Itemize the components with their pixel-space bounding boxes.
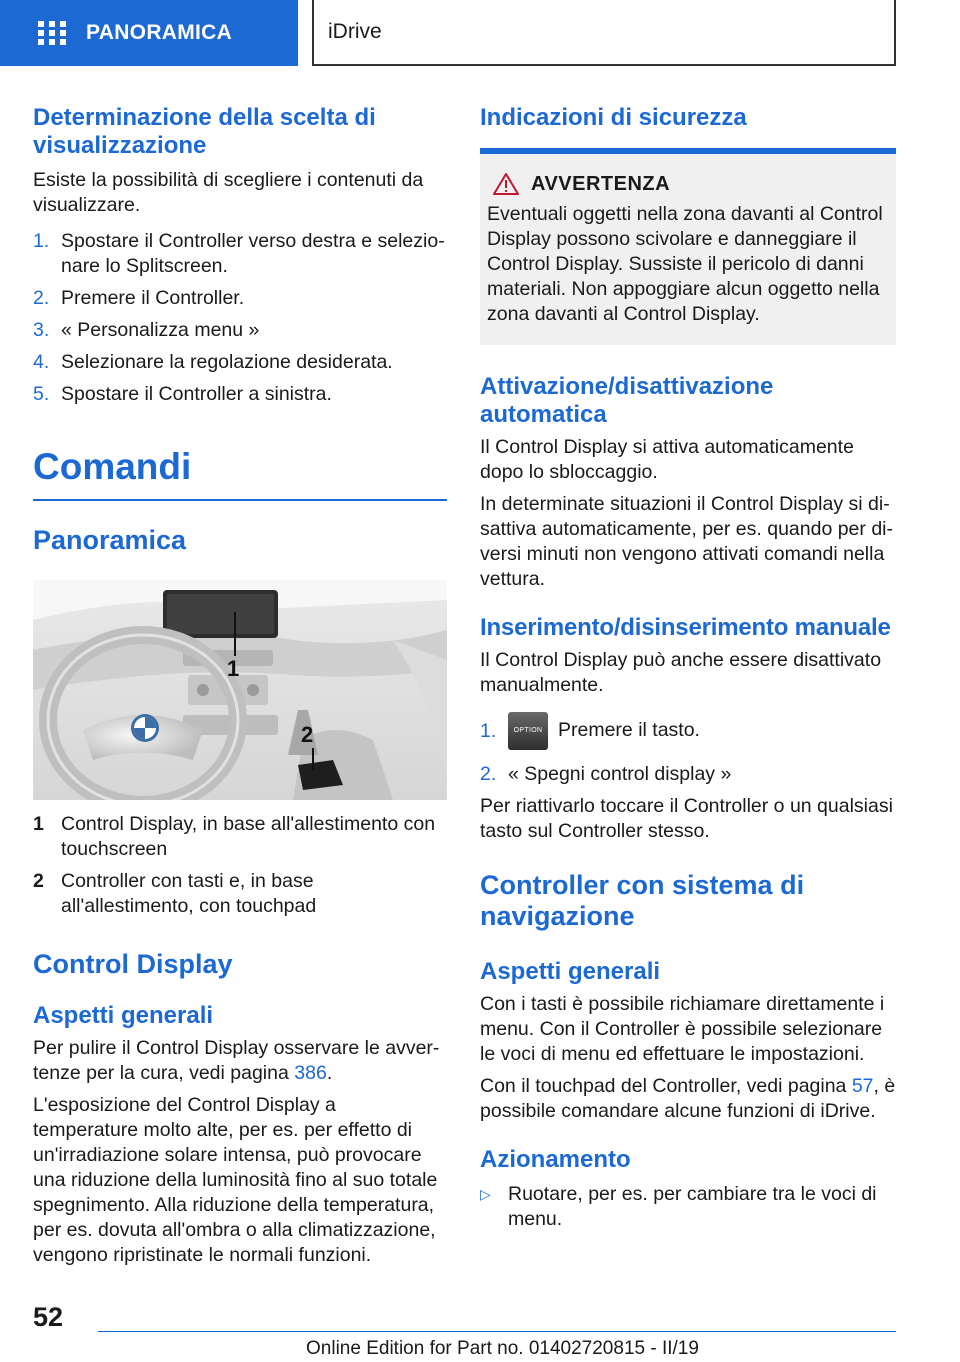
legend-item: 2 Controller con tasti e, in base all'allestimento, con touchpad bbox=[33, 870, 317, 917]
list-item: 1. OPTION Premere il tasto. bbox=[480, 712, 896, 750]
panoramica-title: Panoramica bbox=[33, 525, 187, 555]
azionamento-title: Azionamento bbox=[480, 1146, 631, 1173]
chapter-title: Comandi bbox=[33, 446, 192, 487]
control-display-title: Control Display bbox=[33, 949, 233, 979]
cleaning-paragraph: Per pulire il Control Display osservare le avvertenze per la cura, vedi pagina 386. bbox=[33, 1037, 440, 1084]
dashboard-figure bbox=[33, 580, 447, 800]
page-link-57[interactable]: 57 bbox=[851, 1075, 874, 1097]
legend-item: 1 Control Display, in base all'allestimento con touchscreen bbox=[33, 813, 436, 860]
warning-triangle-icon bbox=[493, 172, 519, 196]
manual-title: Inserimento/disinserimento manuale bbox=[480, 614, 891, 641]
left-column bbox=[33, 98, 447, 1268]
callout-2: 2 bbox=[301, 722, 314, 747]
visualization-steps bbox=[33, 229, 447, 407]
footer-edition: Online Edition for Part no. 01402720815 - II/19 bbox=[306, 1338, 699, 1359]
page-header bbox=[0, 0, 960, 66]
page-link-386[interactable]: 386 bbox=[294, 1062, 327, 1084]
breadcrumb-label: iDrive bbox=[328, 20, 382, 43]
warning-header bbox=[487, 172, 888, 196]
right-column bbox=[480, 98, 896, 1232]
list-item: 5. Spostare il Controller a sinistra. bbox=[33, 383, 332, 405]
panoramica-tab[interactable] bbox=[0, 0, 298, 66]
panoramica-tab-label: PANORAMICA bbox=[86, 21, 233, 44]
list-item: 3. « Personalizza menu » bbox=[33, 319, 260, 341]
warning-text: Eventuali oggetti nella zona davanti al Control Display possono scivolare e danneggiare il Control Display. Sussiste il pericolo di danni materiali. Non appoggiare alcun oggetto nella zona davanti al Control Display. bbox=[487, 203, 883, 325]
section-intro: Esiste la possibilità di scegliere i contenuti da visualizzare. bbox=[33, 169, 424, 216]
manual-paragraph-2: Per riattivarlo toccare il Controller o un qualsiasi tasto sul Controller stesso. bbox=[480, 795, 893, 842]
nav-aspetti-title: Aspetti generali bbox=[480, 958, 661, 985]
list-item: 4. Selezionare la regolazione desiderata. bbox=[33, 351, 393, 373]
footer-rule bbox=[98, 1331, 896, 1332]
auto-paragraph-1: Il Control Display si attiva automaticamente dopo lo sbloccaggio. bbox=[480, 436, 854, 483]
breadcrumb bbox=[312, 0, 896, 66]
azionamento-list bbox=[480, 1182, 896, 1232]
triangle-bullet-icon: ▷ bbox=[480, 1186, 491, 1202]
nav-paragraph-1: Con i tasti è possibile richiamare direttamente i menu. Con il Controller è possibile selezionare le voci di menu ed effettuare le impostazioni. bbox=[480, 993, 885, 1065]
chapter-rule bbox=[33, 499, 447, 501]
auto-title: Attivazione/disattivazione automatica bbox=[480, 373, 774, 428]
warning-title: AVVERTENZA bbox=[531, 172, 671, 195]
auto-paragraph-2: In determinate situazioni il Control Display si disattiva automaticamente, per es. quando per diversi minuti non vengono attivati comandi nella vettura. bbox=[480, 493, 893, 590]
manual-steps bbox=[480, 712, 896, 787]
manual-paragraph-1: Il Control Display può anche essere disattivato manualmente. bbox=[480, 649, 882, 696]
page-number: 52 bbox=[33, 1302, 64, 1332]
figure-legend bbox=[33, 812, 447, 919]
option-key-icon[interactable]: OPTION bbox=[508, 712, 548, 750]
safety-title: Indicazioni di sicurezza bbox=[480, 104, 747, 131]
list-item: 2. Premere il Controller. bbox=[33, 287, 245, 309]
nav-controller-title: Controller con sistema di navigazione bbox=[480, 870, 805, 931]
dashboard-illustration bbox=[33, 580, 447, 800]
list-item: ▷ Ruotare, per es. per cambiare tra le voci di menu. bbox=[480, 1183, 877, 1230]
warning-box bbox=[480, 148, 896, 345]
list-item: 1. Spostare il Controller verso destra e selezionare lo Splitscreen. bbox=[33, 230, 445, 277]
nav-paragraph-2: Con il touchpad del Controller, vedi pagina 57, è possibile comandare alcune funzioni di iDrive. bbox=[480, 1075, 896, 1122]
aspetti-generali-title: Aspetti generali bbox=[33, 1002, 214, 1029]
section-title-visualization: Determinazione della scelta di visualizzazione bbox=[33, 104, 376, 159]
list-item: 2. « Spegni control display » bbox=[480, 763, 732, 785]
grid-menu-icon bbox=[38, 21, 66, 45]
temperature-paragraph: L'esposizione del Control Display a temperature molto alte, per es. per effetto di un'irradiazione solare intensa, può provocare una riduzione della luminosità fino al suo totale spegnimento. Alla riduzione della temperatura, per es. dovuta all'ombra o alla climatizzazione, vengono ripristinate le normali funzioni. bbox=[33, 1094, 438, 1266]
callout-1: 1 bbox=[227, 656, 240, 681]
